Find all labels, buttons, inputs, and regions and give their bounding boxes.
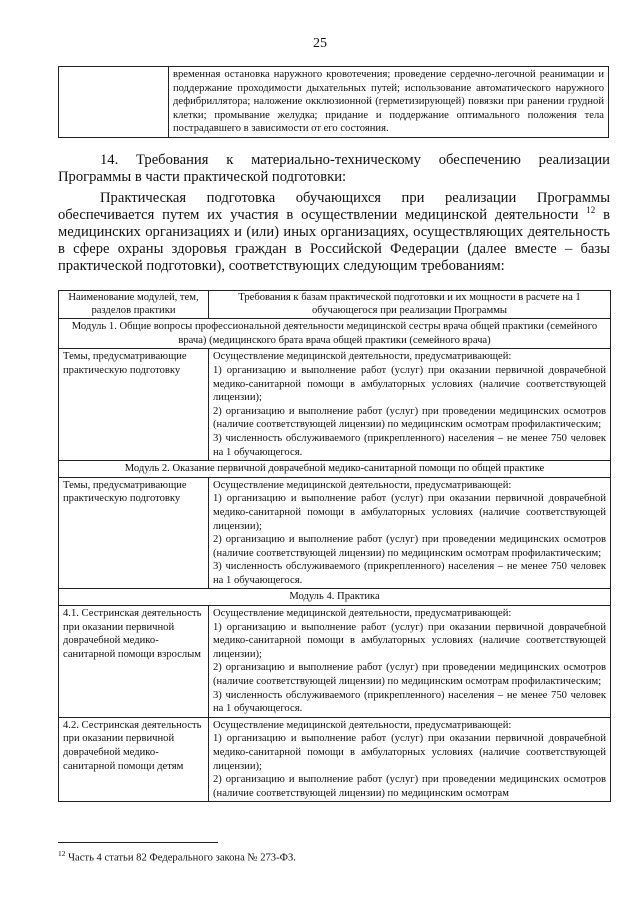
header-requirements: Требования к базам практической подготовки и их мощности в расчете на 1 обучающегося при реализации Программы — [209, 291, 611, 319]
requirement-line: 3) численность обслуживаемого (прикрепленного) населения – не менее 750 человек на 1 обучающегося. — [213, 689, 606, 715]
module-1-title: Модуль 1. Общие вопросы профессиональной деятельности медицинской сестры врача общей практики (семейного врача) (медицинского брата врача общей практики (семейного врача) — [59, 319, 611, 349]
footnote-number: 12 — [58, 849, 66, 858]
footnote — [58, 849, 296, 864]
module-row — [59, 461, 611, 478]
footnote-divider — [58, 842, 218, 843]
module-row — [59, 589, 611, 606]
requirements-cell — [209, 477, 611, 589]
requirements-cell — [209, 349, 611, 461]
table-row — [59, 606, 611, 718]
table-row — [59, 717, 611, 802]
requirement-line: Осуществление медицинской деятельности, предусматривающей: — [213, 608, 512, 620]
topic-cell: 4.1. Сестринская деятельность при оказании первичной доврачебной медико-санитарной помощи взрослым — [59, 606, 209, 718]
paragraph-part-1: Практическая подготовка обучающихся при реализации Программы обеспечивается путем их участия в осуществлении медицинской деятельности — [58, 190, 610, 223]
requirement-line: 2) организацию и выполнение работ (услуг) при проведении медицинских осмотров (наличие соответствующей лицензии) по медицинским осмотрам профилактическим; — [213, 405, 606, 431]
table-row — [59, 477, 611, 589]
table-header-row — [59, 291, 611, 319]
requirement-line: 1) организацию и выполнение работ (услуг) при оказании первичной доврачебной медико-санитарной помощи в амбулаторных условиях (наличие соответствующей лицензии); — [213, 364, 606, 404]
requirement-line: 2) организацию и выполнение работ (услуг) при проведении медицинских осмотров (наличие соответствующей лицензии) по медицинским осмотрам — [213, 774, 606, 799]
requirement-line: 1) организацию и выполнение работ (услуг) при оказании первичной доврачебной медико-санитарной помощи в амбулаторных условиях (наличие соответствующей лицензии); — [213, 493, 606, 532]
footnote-text: Часть 4 статьи 82 Федерального закона № 273-ФЗ. — [65, 852, 296, 864]
requirement-line: Осуществление медицинской деятельности, предусматривающей: — [213, 719, 512, 731]
empty-cell — [59, 67, 169, 138]
requirements-cell — [209, 606, 611, 718]
page-number: 25 — [313, 36, 327, 51]
requirement-line: 3) численность обслуживаемого (прикрепленного) населения – не менее 750 человек на 1 обучающегося. — [213, 432, 606, 458]
requirement-line: 1) организацию и выполнение работ (услуг) при оказании первичной доврачебной медико-санитарной помощи в амбулаторных условиях (наличие соответствующей лицензии); — [213, 733, 606, 772]
requirements-cell — [209, 717, 611, 802]
paragraph-part-2: в медицинских организациях и (или) иных организациях, осуществляющих деятельность в сфере охраны здоровья граждан в Российской Федерации (далее вместе – базы практической подготовки), соответствующих следующим требованиям: — [58, 207, 610, 274]
module-row — [59, 319, 611, 349]
intro-paragraph — [58, 190, 610, 275]
module-4-title: Модуль 4. Практика — [59, 589, 611, 606]
continuation-table — [58, 66, 609, 138]
requirement-line: Осуществление медицинской деятельности, предусматривающей: — [213, 479, 512, 491]
requirement-line: 1) организацию и выполнение работ (услуг) при оказании первичной доврачебной медико-санитарной помощи в амбулаторных условиях (наличие соответствующей лицензии); — [213, 621, 606, 660]
requirement-line: 2) организацию и выполнение работ (услуг) при проведении медицинских осмотров (наличие соответствующей лицензии) по медицинским осмотрам профилактическим; — [213, 662, 606, 688]
section-heading: 14. Требования к материально-техническому обеспечению реализации Программы в части практической подготовки: — [58, 152, 610, 185]
requirement-line: 3) численность обслуживаемого (прикрепленного) населения – не менее 750 человек на 1 обучающегося. — [213, 561, 606, 586]
topic-cell: 4.2. Сестринская деятельность при оказании первичной доврачебной медико-санитарной помощи детям — [59, 717, 209, 802]
requirement-line: Осуществление медицинской деятельности, предусматривающей: — [213, 351, 512, 363]
table-row — [59, 349, 611, 461]
table-row — [59, 67, 609, 138]
module-2-title: Модуль 2. Оказание первичной доврачебной медико-санитарной помощи по общей практике — [59, 461, 611, 478]
topic-cell: Темы, предусматривающие практическую подготовку — [59, 349, 209, 461]
requirement-line: 2) организацию и выполнение работ (услуг) при проведении медицинских осмотров (наличие соответствующей лицензии) по медицинским осмотрам профилактическим; — [213, 534, 606, 559]
requirements-table — [58, 290, 611, 802]
header-modules: Наименование модулей, тем, разделов практики — [59, 291, 209, 319]
footnote-reference: 12 — [586, 205, 596, 216]
procedures-text: временная остановка наружного кровотечения; проведение сердечно-легочной реанимации и поддержание проходимости дыхательных путей; использование автоматического наружного дефибриллятора; наложение окклюзионной (герметизирующей) повязки при ранении грудной клетки; промывание желудка; придание и поддержание оптимального положения тела пострадавшего в зависимости от его состояния. — [169, 67, 609, 138]
topic-cell: Темы, предусматривающие практическую подготовку — [59, 477, 209, 589]
